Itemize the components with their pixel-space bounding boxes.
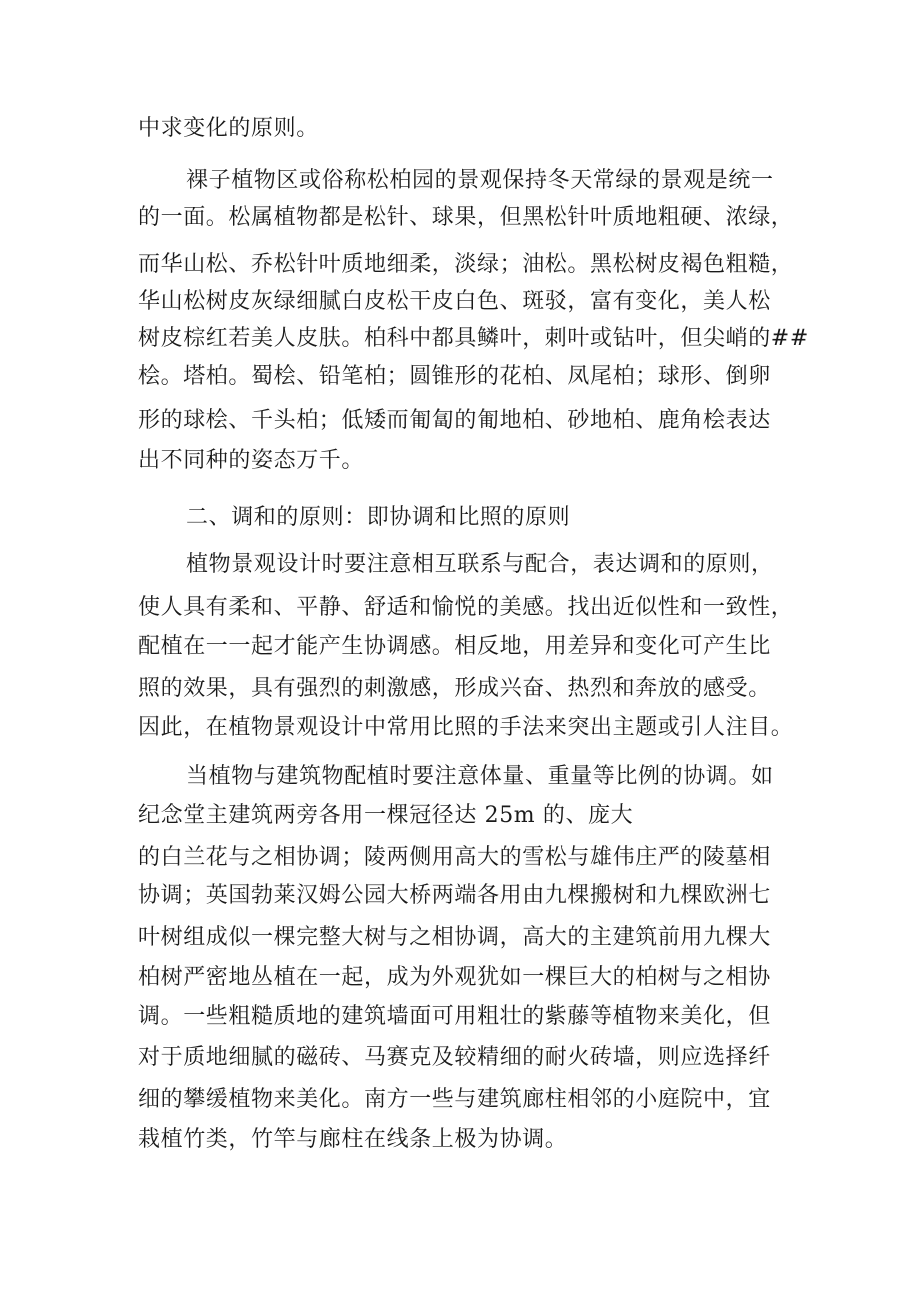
text-line: 树皮棕红若美人皮肤。柏科中都具鳞叶，刺叶或钻叶，但尖峭的## bbox=[138, 326, 809, 351]
text-line: 的白兰花与之相协调；陵两侧用高大的雪松与雄伟庄严的陵墓相 bbox=[138, 845, 771, 870]
text-line: 使人具有柔和、平静、舒适和愉悦的美感。找出近似性和一致性， bbox=[138, 595, 794, 620]
text-line: 当植物与建筑物配植时要注意体量、重量等比例的协调。如 bbox=[186, 764, 774, 789]
text-line: 配植在一一起才能产生协调感。相反地，用差异和变化可产生比 bbox=[138, 634, 771, 659]
text-line: 调。一些粗糙质地的建筑墙面可用粗壮的紫藤等植物来美化，但 bbox=[138, 1004, 771, 1029]
text-line: 出不同种的姿态万千。 bbox=[138, 448, 365, 473]
text-line: 对于质地细腻的磁砖、马赛克及较精细的耐火砖墙，则应选择纤 bbox=[138, 1045, 771, 1070]
text-line: 栽植竹类，竹竿与廊柱在线条上极为协调。 bbox=[138, 1127, 568, 1152]
text-line: 叶树组成似一棵完整大树与之相协调，高大的主建筑前用九棵大 bbox=[138, 925, 771, 950]
text-line: 形的球桧、千头柏；低矮而匍匐的匍地柏、砂地柏、鹿角桧表达 bbox=[138, 408, 771, 433]
text-line: 纪念堂主建筑两旁各用一棵冠径达 25m 的、庞大 bbox=[138, 803, 634, 828]
text-line: 华山松树皮灰绿细腻白皮松干皮白色、斑驳，富有变化，美人松 bbox=[138, 289, 771, 314]
text-line: 中求变化的原则。 bbox=[138, 116, 319, 141]
text-line: 照的效果，具有强烈的刺激感，形成兴奋、热烈和奔放的感受。 bbox=[138, 676, 771, 701]
text-line: 因此，在植物景观设计中常用比照的手法来突出主题或引人注目。 bbox=[138, 715, 794, 740]
text-line: 而华山松、乔松针叶质地细柔，淡绿；油松。黑松树皮褐色粗糙， bbox=[138, 252, 794, 277]
text-line: 裸子植物区或俗称松柏园的景观保持冬天常绿的景观是统一 bbox=[186, 168, 774, 193]
text-line: 细的攀缓植物来美化。南方一些与建筑廊柱相邻的小庭院中，宜 bbox=[138, 1087, 771, 1112]
section-heading: 二、调和的原则：即协调和比照的原则 bbox=[186, 505, 571, 530]
text-line: 桧。塔柏。蜀桧、铅笔柏；圆锥形的花柏、凤尾柏；球形、倒卵 bbox=[138, 364, 771, 389]
text-line: 的一面。松属植物都是松针、球果，但黑松针叶质地粗硬、浓绿， bbox=[138, 205, 794, 230]
text-line: 植物景观设计时要注意相互联系与配合，表达调和的原则， bbox=[186, 552, 774, 577]
text-line: 柏树严密地丛植在一起，成为外观犹如一棵巨大的柏树与之相协 bbox=[138, 965, 771, 990]
text-line: 协调；英国勃莱汉姆公园大桥两端各用由九棵搬树和九棵欧洲七 bbox=[138, 883, 771, 908]
